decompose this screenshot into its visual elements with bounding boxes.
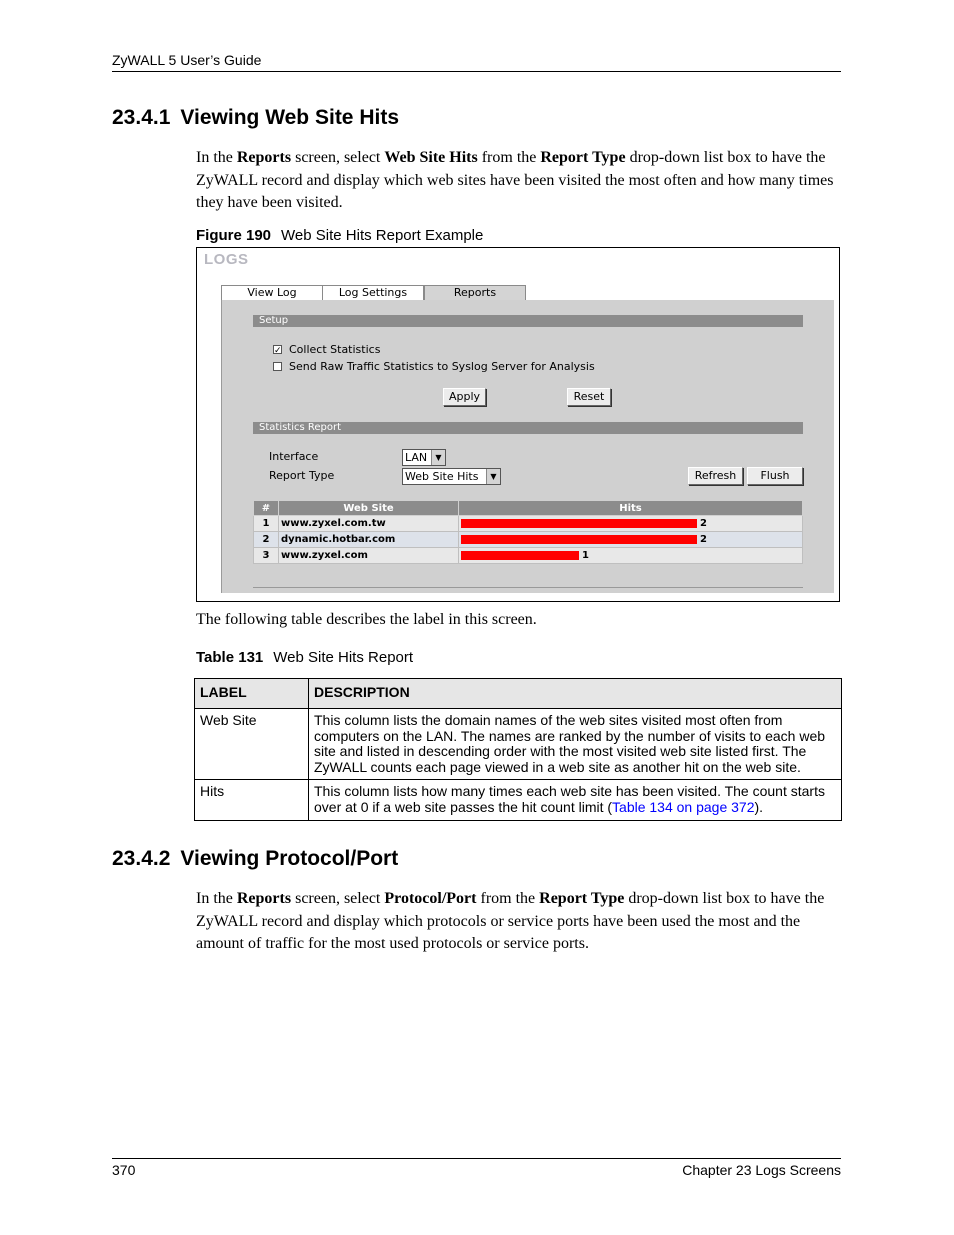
row-web-site: www.zyxel.com.tw: [279, 516, 459, 532]
tab-log-settings[interactable]: Log Settings: [322, 285, 424, 300]
cross-reference-link[interactable]: Table 134 on page 372: [612, 798, 755, 815]
flush-button[interactable]: Flush: [747, 467, 803, 485]
section-heading-web-site-hits: [112, 106, 399, 130]
bold-term: Report Type: [540, 149, 626, 166]
section-heading-protocol-port: [112, 847, 398, 871]
header-rule: [112, 71, 841, 72]
figure-caption-text: Web Site Hits Report Example: [281, 227, 484, 244]
setup-header: Setup: [253, 315, 803, 327]
column-header-label: LABEL: [195, 679, 309, 709]
bold-term: Reports: [236, 890, 292, 907]
row-web-site: dynamic.hotbar.com: [279, 532, 459, 548]
section-number: 23.4.2: [112, 847, 171, 870]
report-type-label: Report Type: [269, 469, 335, 482]
table-row: [195, 780, 842, 820]
table-header-row: [254, 501, 803, 516]
bold-term: Report Type: [539, 890, 625, 907]
footer-rule: [112, 1158, 841, 1159]
collect-statistics-checkbox[interactable]: ✓: [274, 345, 282, 355]
section-number: 23.4.1: [112, 106, 171, 129]
column-header-hits: Hits: [459, 501, 803, 516]
table-row: [254, 532, 803, 548]
row-hits: [459, 516, 803, 532]
table-caption-text: Web Site Hits Report: [273, 649, 414, 666]
figure-caption: [196, 227, 483, 244]
table-label: Table 131: [196, 649, 264, 666]
chevron-down-icon: ▼: [431, 450, 445, 465]
chevron-down-icon: ▼: [486, 469, 500, 484]
refresh-button[interactable]: Refresh: [688, 467, 743, 485]
row-number: 3: [254, 548, 279, 564]
reset-button[interactable]: Reset: [567, 388, 611, 406]
text: screen, select: [291, 149, 385, 166]
table-bottom-rule: [253, 587, 803, 588]
figure-screenshot: [196, 247, 840, 602]
text: drop-down list box to have the ZyWALL record and display which web sites have been visited the most often and how many times they have been visited.: [196, 149, 834, 211]
figure-label: Figure 190: [196, 227, 272, 244]
label-description-table: [194, 678, 842, 821]
screen-title: LOGS: [204, 251, 249, 268]
row-description: [309, 780, 842, 820]
text: from the: [477, 149, 541, 166]
web-site-hits-table: [253, 500, 803, 564]
statistics-report-header: Statistics Report: [253, 422, 803, 434]
report-type-select[interactable]: [402, 468, 501, 485]
row-description: This column lists the domain names of the web sites visited most often from computers on the LAN. The names are ranked by the number of visits to each web site and listed in descending order with the most visited web site listed first. The ZyWALL counts each page viewed in a web site as another hit on the web site.: [309, 709, 842, 780]
table-row: [254, 548, 803, 564]
running-header: ZyWALL 5 User’s Guide: [112, 52, 262, 68]
send-raw-checkbox[interactable]: [273, 362, 282, 371]
row-label: Hits: [195, 780, 309, 820]
table-row: [195, 709, 842, 780]
hits-value: 2: [700, 518, 707, 529]
text: drop-down list box to have the ZyWALL record and display which protocols or service ports have been used the most and the amount of traffic for the most used protocols or service ports.: [196, 890, 825, 952]
row-number: 2: [254, 532, 279, 548]
tab-reports[interactable]: Reports: [424, 285, 526, 300]
table-intro-text: The following table describes the label in this screen.: [196, 611, 537, 628]
text: This column lists how many times each web site has been visited. The count starts over at 0 if a web site passes the hit count limit (: [314, 783, 825, 815]
hits-value: 1: [582, 550, 589, 561]
bold-term: Protocol/Port: [384, 890, 477, 907]
section-title: Viewing Web Site Hits: [180, 106, 399, 129]
text: screen, select: [291, 890, 385, 907]
hits-bar: [461, 519, 697, 528]
reports-panel: [221, 300, 834, 593]
section-title: Viewing Protocol/Port: [180, 847, 399, 870]
bold-term: Reports: [236, 149, 292, 166]
text: In the: [196, 149, 237, 166]
row-web-site: www.zyxel.com: [279, 548, 459, 564]
text: from the: [476, 890, 540, 907]
interface-select[interactable]: [402, 449, 446, 466]
text: ).: [754, 798, 764, 815]
section-paragraph: [196, 888, 846, 956]
interface-label: Interface: [269, 450, 319, 463]
row-label: Web Site: [195, 709, 309, 780]
row-hits: [459, 548, 803, 564]
table-caption: [196, 649, 413, 666]
text: In the: [196, 890, 237, 907]
hits-bar: [461, 551, 579, 560]
interface-value: LAN: [405, 451, 428, 464]
page-number: 370: [112, 1162, 136, 1178]
hits-bar: [461, 535, 697, 544]
apply-button[interactable]: Apply: [443, 388, 486, 406]
column-header-number: #: [254, 501, 279, 516]
table-header-row: [195, 679, 842, 709]
section-paragraph: [196, 147, 846, 215]
table-row: [254, 516, 803, 532]
column-header-web-site: Web Site: [279, 501, 459, 516]
row-hits: [459, 532, 803, 548]
tab-view-log[interactable]: View Log: [221, 285, 323, 300]
chapter-title: Chapter 23 Logs Screens: [682, 1162, 841, 1178]
hits-value: 2: [700, 534, 707, 545]
bold-term: Web Site Hits: [384, 149, 478, 166]
collect-statistics-label: Collect Statistics: [289, 343, 381, 356]
column-header-description: DESCRIPTION: [309, 679, 842, 709]
row-number: 1: [254, 516, 279, 532]
send-raw-label: Send Raw Traffic Statistics to Syslog Server for Analysis: [289, 360, 595, 373]
report-type-value: Web Site Hits: [405, 470, 479, 483]
